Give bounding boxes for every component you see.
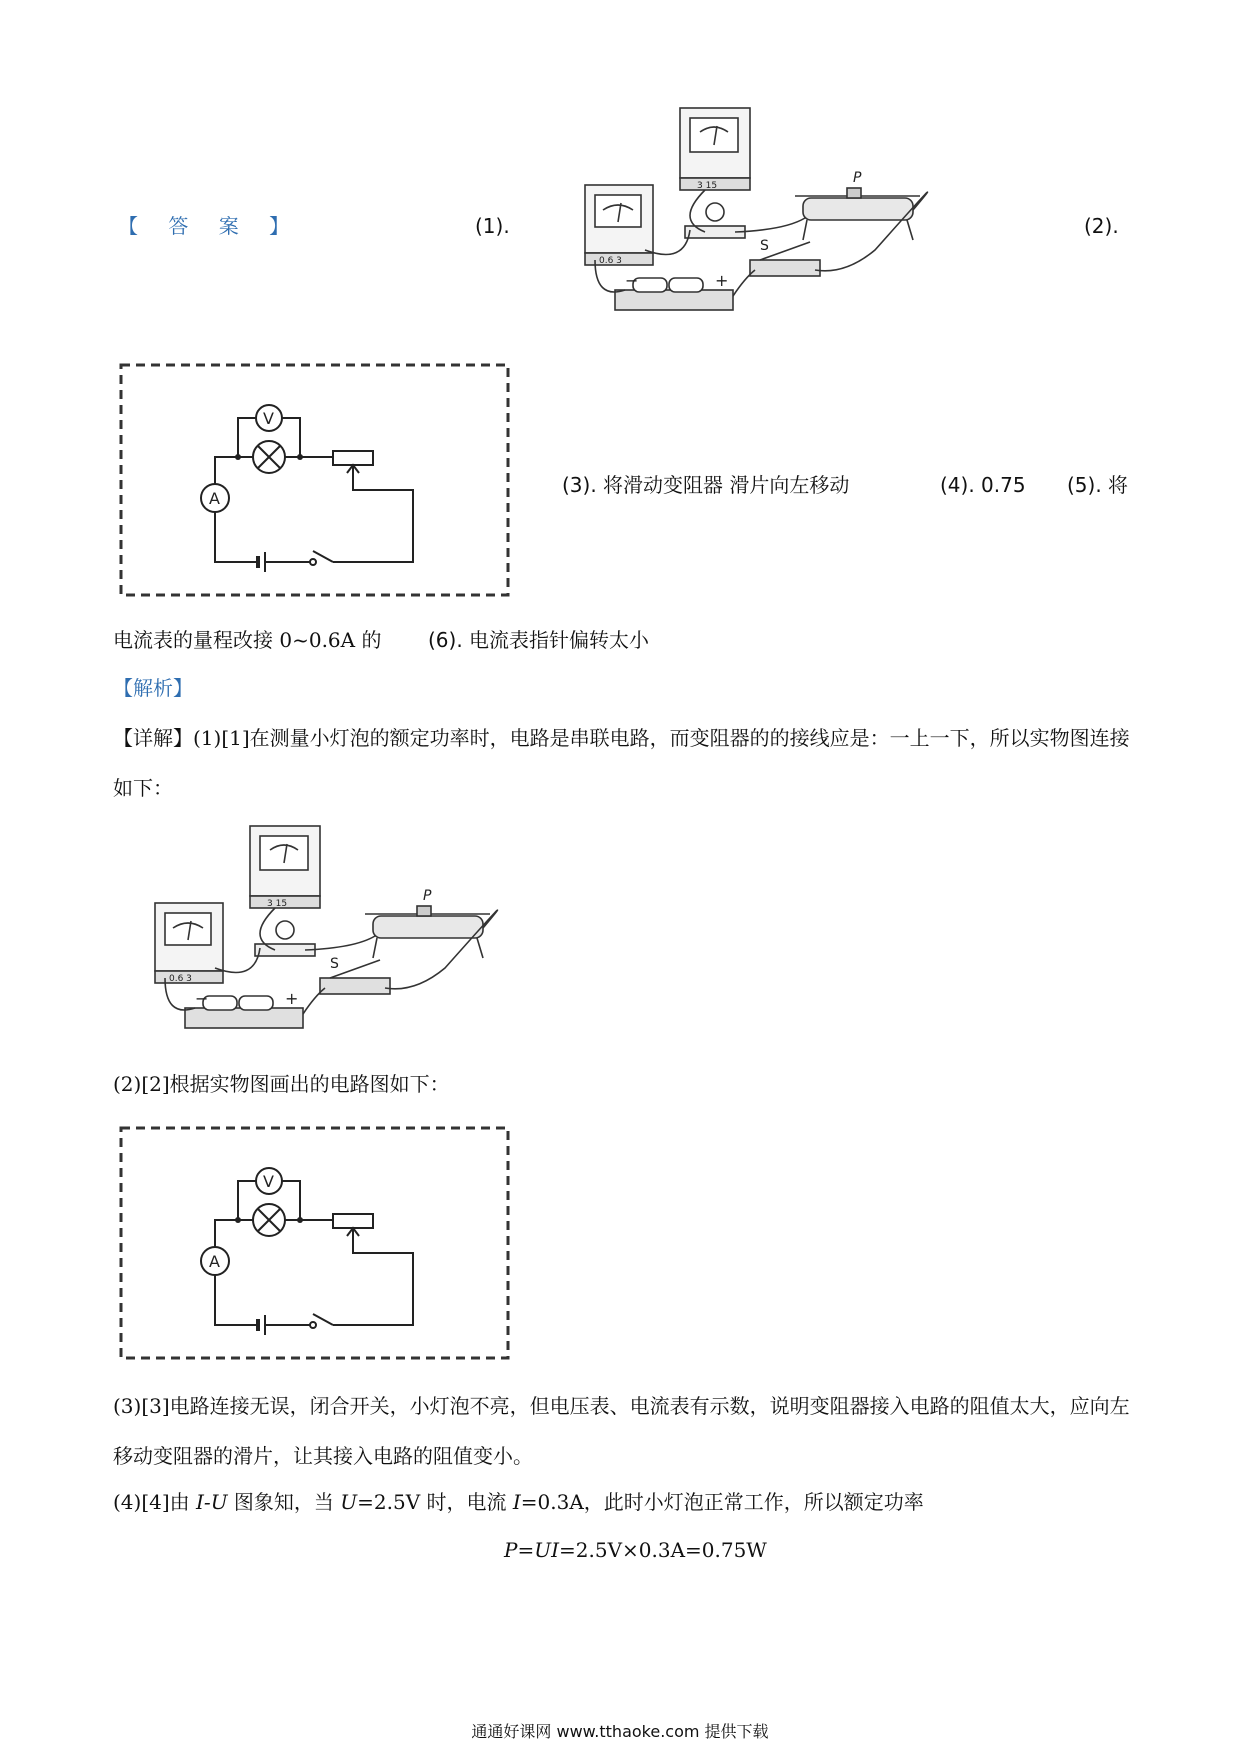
formula-ui: UI bbox=[534, 1538, 559, 1562]
battery-plus-label: + bbox=[715, 271, 729, 290]
analysis-paragraph-2: (2)[2]根据实物图画出的电路图如下： bbox=[113, 1072, 450, 1096]
p4-i: I bbox=[512, 1490, 521, 1514]
ammeter-scale-label: 0.6 3 bbox=[599, 256, 622, 266]
answer-item-3: (3). 将滑动变阻器 滑片向左移动 bbox=[562, 473, 850, 497]
schematic-circuit-diagram-answer bbox=[118, 362, 511, 600]
p4-iu: I-U bbox=[196, 1490, 228, 1514]
answer-item-1: (1). bbox=[475, 214, 510, 238]
voltmeter-symbol-label: V bbox=[263, 409, 274, 428]
schematic-circuit-diagram-analysis bbox=[118, 1125, 511, 1363]
voltmeter-symbol-label-2: V bbox=[263, 1172, 274, 1191]
p4-u: U bbox=[340, 1490, 358, 1514]
p4-part-c: =2.5V 时，电流 bbox=[357, 1490, 513, 1514]
answer-item-4: (4). 0.75 bbox=[940, 473, 1026, 497]
slider-label: P bbox=[853, 170, 862, 186]
answer-item-5: (5). 将 bbox=[1067, 473, 1129, 497]
switch-label: S bbox=[760, 238, 769, 254]
formula-eq: = bbox=[517, 1538, 535, 1562]
battery-minus-label-2: − bbox=[195, 989, 209, 1008]
ammeter-symbol-label-2: A bbox=[209, 1252, 220, 1271]
footer: 通通好课网 www.tthaoke.com 提供下载 bbox=[471, 1722, 769, 1741]
analysis-paragraph-1 bbox=[113, 713, 1133, 813]
voltmeter-scale-label-2: 3 15 bbox=[267, 899, 288, 909]
analysis-paragraph-3: (3)[3]电路连接无误，闭合开关，小灯泡不亮，但电压表、电流表有示数，说明变阻器接入电路的阻值太大，应向左移动变阻器的滑片，让其接入电路的阻值变小。 bbox=[113, 1394, 1130, 1468]
battery-minus-label: − bbox=[625, 271, 639, 290]
answer-item-6: (6). 电流表指针偏转太小 bbox=[428, 628, 650, 652]
analysis-text-1: (1)[1]在测量小灯泡的额定功率时，电路是串联电路，而变阻器的的接线应是：一上一下，所以实物图连接如下： bbox=[113, 726, 1130, 800]
analysis-label: 【解析】 bbox=[113, 676, 193, 700]
p4-part-b: 图象知，当 bbox=[227, 1490, 341, 1514]
formula-rest: =2.5V×0.3A=0.75W bbox=[559, 1538, 767, 1562]
answer-item-5-continued: 电流表的量程改接 0~0.6A 的 bbox=[113, 628, 382, 652]
detail-label: 【详解】 bbox=[113, 726, 193, 750]
ammeter-scale-label-2: 0.6 3 bbox=[169, 974, 192, 984]
power-formula bbox=[504, 1536, 767, 1564]
formula-p: P bbox=[504, 1538, 518, 1562]
ammeter-symbol-label: A bbox=[209, 489, 220, 508]
analysis-paragraph-4 bbox=[113, 1488, 924, 1516]
switch-label-2: S bbox=[330, 956, 339, 972]
battery-plus-label-2: + bbox=[285, 989, 299, 1008]
slider-label-2: P bbox=[423, 888, 432, 904]
answer-label: 【 答 案 】 bbox=[118, 214, 302, 238]
physical-circuit-figure-answer bbox=[555, 100, 940, 330]
p4-part-d: =0.3A，此时小灯泡正常工作，所以额定功率 bbox=[520, 1490, 924, 1514]
p4-part-a: (4)[4]由 bbox=[113, 1490, 197, 1514]
voltmeter-scale-label: 3 15 bbox=[697, 181, 718, 191]
answer-item-2: (2). bbox=[1084, 214, 1119, 238]
physical-circuit-figure-analysis bbox=[125, 818, 510, 1048]
